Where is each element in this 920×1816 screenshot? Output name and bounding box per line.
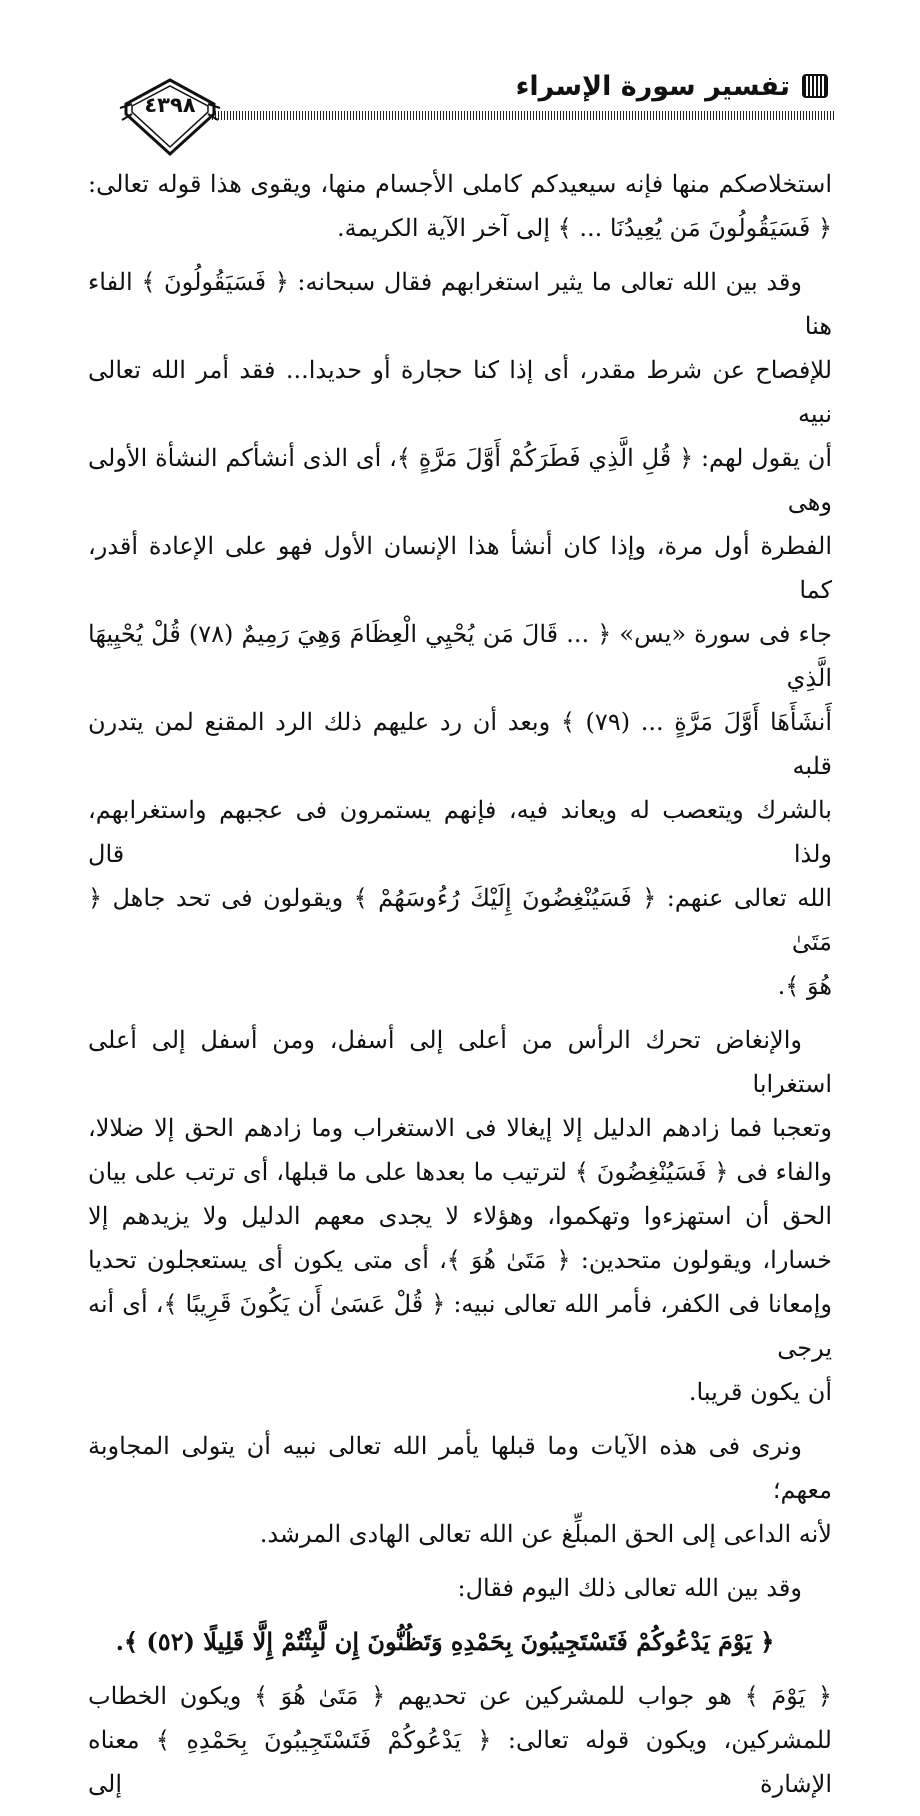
text-line: للمشركين، ويكون قوله تعالى: ﴿ يَدْعُوكُمْ فَتَسْتَجِيبُونَ بِحَمْدِهِ ﴾ معناه الإشارة إلى [88, 1726, 832, 1798]
running-title: تفسير سورة الإسراء [515, 70, 790, 102]
paragraph [88, 1018, 832, 1414]
body-text [88, 162, 832, 1816]
text-line: الحق أن استهزءوا وتهكموا، وهؤلاء لا يجدى معهم الدليل ولا يزيدهم إلا [88, 1202, 832, 1230]
text-line: استخلاصكم منها فإنه سيعيدكم كاملى الأجسام منها، ويقوى هذا قوله تعالى: [88, 170, 832, 198]
page-number-badge-icon [118, 74, 222, 160]
text-line: وقد بين الله تعالى ما يثير استغرابهم فقال سبحانه: ﴿ فَسَيَقُولُونَ ﴾ الفاء هنا [88, 268, 832, 340]
text-line: الله تعالى عنهم: ﴿ فَسَيُنْغِضُونَ إِلَيْكَ رُءُوسَهُمْ ﴾ ويقولون فى تحد جاهل ﴿ مَتَىٰ [88, 884, 832, 956]
text-line: وتعجبا فما زادهم الدليل إلا إيغالا فى الاستغراب وما زادهم الحق إلا ضلالا، [88, 1114, 832, 1142]
paragraph [88, 1674, 832, 1806]
text-line: أن يكون قريبا. [688, 1378, 832, 1406]
text-line: أَنشَأَهَا أَوَّلَ مَرَّةٍ ... (٧٩) ﴾ وبعد أن رد عليهم ذلك الرد المقنع لمن يتدرن قلبه [88, 708, 832, 780]
paragraph [88, 1424, 832, 1556]
text-line: وقد بين الله تعالى ذلك اليوم فقال: [457, 1574, 802, 1602]
paragraph [88, 162, 832, 250]
running-head [516, 68, 828, 104]
paragraph [88, 260, 832, 1008]
text-line: هُوَ ﴾. [777, 972, 832, 1000]
text-line: وإمعانا فى الكفر، فأمر الله تعالى نبيه: ﴿ قُلْ عَسَىٰ أَن يَكُونَ قَرِيبًا ﴾، أى أنه يرجى [88, 1290, 832, 1362]
page-number: ٤٣٩٨ [144, 93, 196, 117]
ornament-icon [802, 74, 828, 98]
text-line: الفطرة أول مرة، وإذا كان أنشأ هذا الإنسان الأول فهو على الإعادة أقدر، كما [88, 532, 832, 604]
header-rule [182, 111, 834, 120]
text-line: جاء فى سورة «يس» ﴿ ... قَالَ مَن يُحْيِي الْعِظَامَ وَهِيَ رَمِيمٌ (٧٨) قُلْ يُحْيِيهَا الَّذِي [88, 620, 832, 692]
quran-verse: ﴿ يَوْمَ يَدْعُوكُمْ فَتَسْتَجِيبُونَ بِحَمْدِهِ وَتَظُنُّونَ إِن لَّبِثْتُمْ إِلَّا قَلِيلًا (٥٢) ﴾. [115, 1627, 775, 1656]
text-line: والفاء فى ﴿ فَسَيُنْغِضُونَ ﴾ لترتيب ما بعدها على ما قبلها، أى ترتب على بيان [88, 1158, 832, 1186]
text-line: للإفصاح عن شرط مقدر، أى إذا كنا حجارة أو حديدا... فقد أمر الله تعالى نبيه [88, 356, 833, 428]
text-line: بالشرك ويتعصب له ويعاند فيه، فإنهم يستمرون فى عجبهم واستغرابهم، ولذا قال [88, 796, 832, 868]
text-line: لأنه الداعى إلى الحق المبلِّغ عن الله تعالى الهادى المرشد. [259, 1520, 832, 1548]
paragraph [88, 1566, 832, 1610]
text-line: ﴿ فَسَيَقُولُونَ مَن يُعِيدُنَا ... ﴾ إلى آخر الآية الكريمة. [336, 214, 832, 242]
text-line: أن يقول لهم: ﴿ قُلِ الَّذِي فَطَرَكُمْ أَوَّلَ مَرَّةٍ ﴾، أى الذى أنشأكم النشأة الأولى وهى [88, 444, 832, 516]
verse-block [88, 1620, 832, 1664]
text-line: خسارا، ويقولون متحدين: ﴿ مَتَىٰ هُوَ ﴾، أى متى يكون أى يستعجلون تحديا [88, 1246, 832, 1274]
text-line: ونرى فى هذه الآيات وما قبلها يأمر الله تعالى نبيه أن يتولى المجاوبة معهم؛ [88, 1432, 832, 1504]
text-line: والإنغاض تحرك الرأس من أعلى إلى أسفل، ومن أسفل إلى أعلى استغرابا [88, 1026, 832, 1098]
text-line: ﴿ يَوْمَ ﴾ هو جواب للمشركين عن تحديهم ﴿ مَتَىٰ هُوَ ﴾ ويكون الخطاب [88, 1682, 832, 1710]
